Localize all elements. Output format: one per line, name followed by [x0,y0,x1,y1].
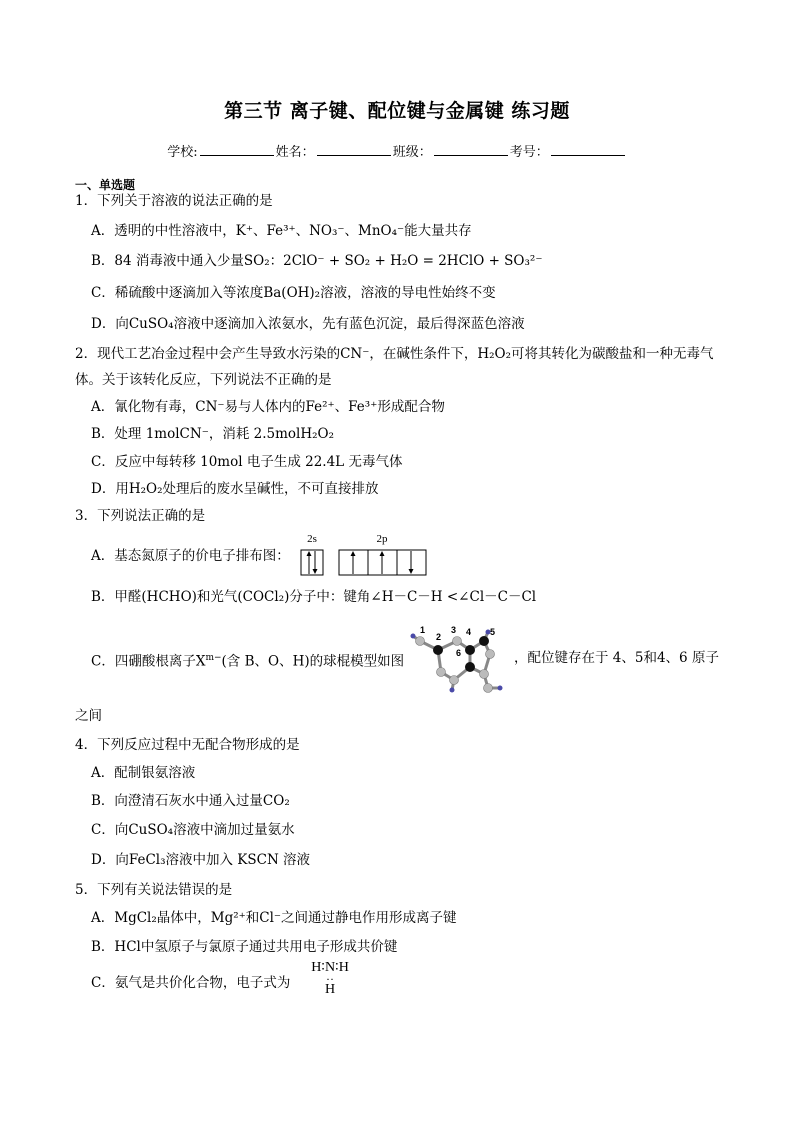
electron-formula-top: H∶N∶H [311,960,349,975]
question-4-option-b[interactable]: B．向澄清石灰水中通入过量CO₂ [91,793,290,809]
number-label: 考号： [509,145,549,160]
question-4-stem: 4．下列反应过程中无配合物形成的是 [75,737,300,753]
number-field[interactable] [551,143,625,156]
section-heading: 一、单选题 [75,178,136,192]
atom-label-4: 4 [466,627,472,637]
electron-formula-bottom: H [324,982,336,997]
class-label: 班级： [392,145,432,160]
ammonia-electron-formula [303,960,357,998]
orbital-diagram [296,530,430,580]
question-3-option-c-continued: 之间 [75,708,102,724]
name-field[interactable] [317,143,391,156]
question-4-option-a[interactable]: A．配制银氨溶液 [91,765,196,781]
question-3-option-c-part1: C．四硼酸根离子X [91,653,206,670]
atom-label-6: 6 [456,648,462,658]
question-1-option-b[interactable]: B．84 消毒液中通入少量SO₂：2ClO⁻ + SO₂ + H₂O = 2HClO + SO₃²⁻ [91,253,543,269]
school-label: 学校: [167,145,198,160]
question-3-option-c[interactable] [91,648,404,672]
atom-label-3: 3 [451,625,457,635]
school-field[interactable] [200,143,274,156]
question-2-option-c[interactable]: C．反应中每转移 10mol 电子生成 22.4L 无毒气体 [91,454,403,470]
question-4-option-d[interactable]: D．向FeCl₃溶液中加入 KSCN 溶液 [91,852,311,868]
student-info-line [0,141,794,160]
question-5-stem: 5．下列有关说法错误的是 [75,882,233,898]
ball-stick-model [410,620,510,695]
question-1-option-d[interactable]: D．向CuSO₄溶液中逐滴加入浓氨水，先有蓝色沉淀，最后得深蓝色溶液 [91,316,525,332]
atom-label-5: 5 [490,627,496,637]
ion-charge: m− [205,653,222,663]
question-2-stem-line1: 2．现代工艺冶金过程中会产生导致水污染的CN⁻，在碱性条件下，H₂O₂可将其转化为碳酸盐和一种无毒气 [75,346,714,362]
question-2-option-b[interactable]: B．处理 1molCN⁻，消耗 2.5molH₂O₂ [91,426,334,442]
question-1-stem: 1．下列关于溶液的说法正确的是 [75,193,273,209]
question-3-option-a[interactable]: A．基态氮原子的价电子排布图： [91,548,290,564]
question-3-option-c-part3: ，配位键存在于 4、5和4、6 原子 [514,650,719,666]
atom-label-1: 1 [420,625,426,635]
electron-pair-dots: ·· [326,972,334,986]
question-2-stem-line2: 体。关于该转化反应，下列说法不正确的是 [75,372,332,388]
class-field[interactable] [434,143,508,156]
question-1-option-c[interactable]: C．稀硫酸中逐滴加入等浓度Ba(OH)₂溶液，溶液的导电性始终不变 [91,285,496,301]
question-3-stem: 3．下列说法正确的是 [75,508,206,524]
name-label: 姓名： [275,145,315,160]
page-title: 第三节 离子键、配位键与金属键 练习题 [224,100,570,122]
question-2-option-a[interactable]: A．氰化物有毒，CN⁻易与人体内的Fe²⁺、Fe³⁺形成配合物 [91,399,445,415]
question-3-option-b[interactable]: B．甲醛(HCHO)和光气(COCl₂)分子中：键角∠H－C－H <∠Cl－C－Cl [91,589,537,605]
question-5-option-a[interactable]: A．MgCl₂晶体中，Mg²⁺和Cl⁻之间通过静电作用形成离子键 [91,910,457,926]
orbital-2s-box [301,550,323,575]
question-3-option-c-part2: (含 B、O、H)的球棍模型如图 [221,653,405,670]
question-4-option-c[interactable]: C．向CuSO₄溶液中滴加过量氨水 [91,822,295,838]
question-5-option-c[interactable]: C．氨气是共价化合物，电子式为 [91,975,291,991]
atom-label-2: 2 [436,632,442,642]
question-5-option-b[interactable]: B．HCl中氢原子与氯原子通过共用电子形成共价键 [91,939,398,955]
orbital-2s-label: 2s [307,533,317,545]
orbital-2p-label: 2p [376,533,388,545]
question-1-option-a[interactable]: A．透明的中性溶液中，K⁺、Fe³⁺、NO₃⁻、MnO₄⁻能大量共存 [91,223,472,239]
question-2-option-d[interactable]: D．用H₂O₂处理后的废水呈碱性，不可直接排放 [91,481,379,497]
